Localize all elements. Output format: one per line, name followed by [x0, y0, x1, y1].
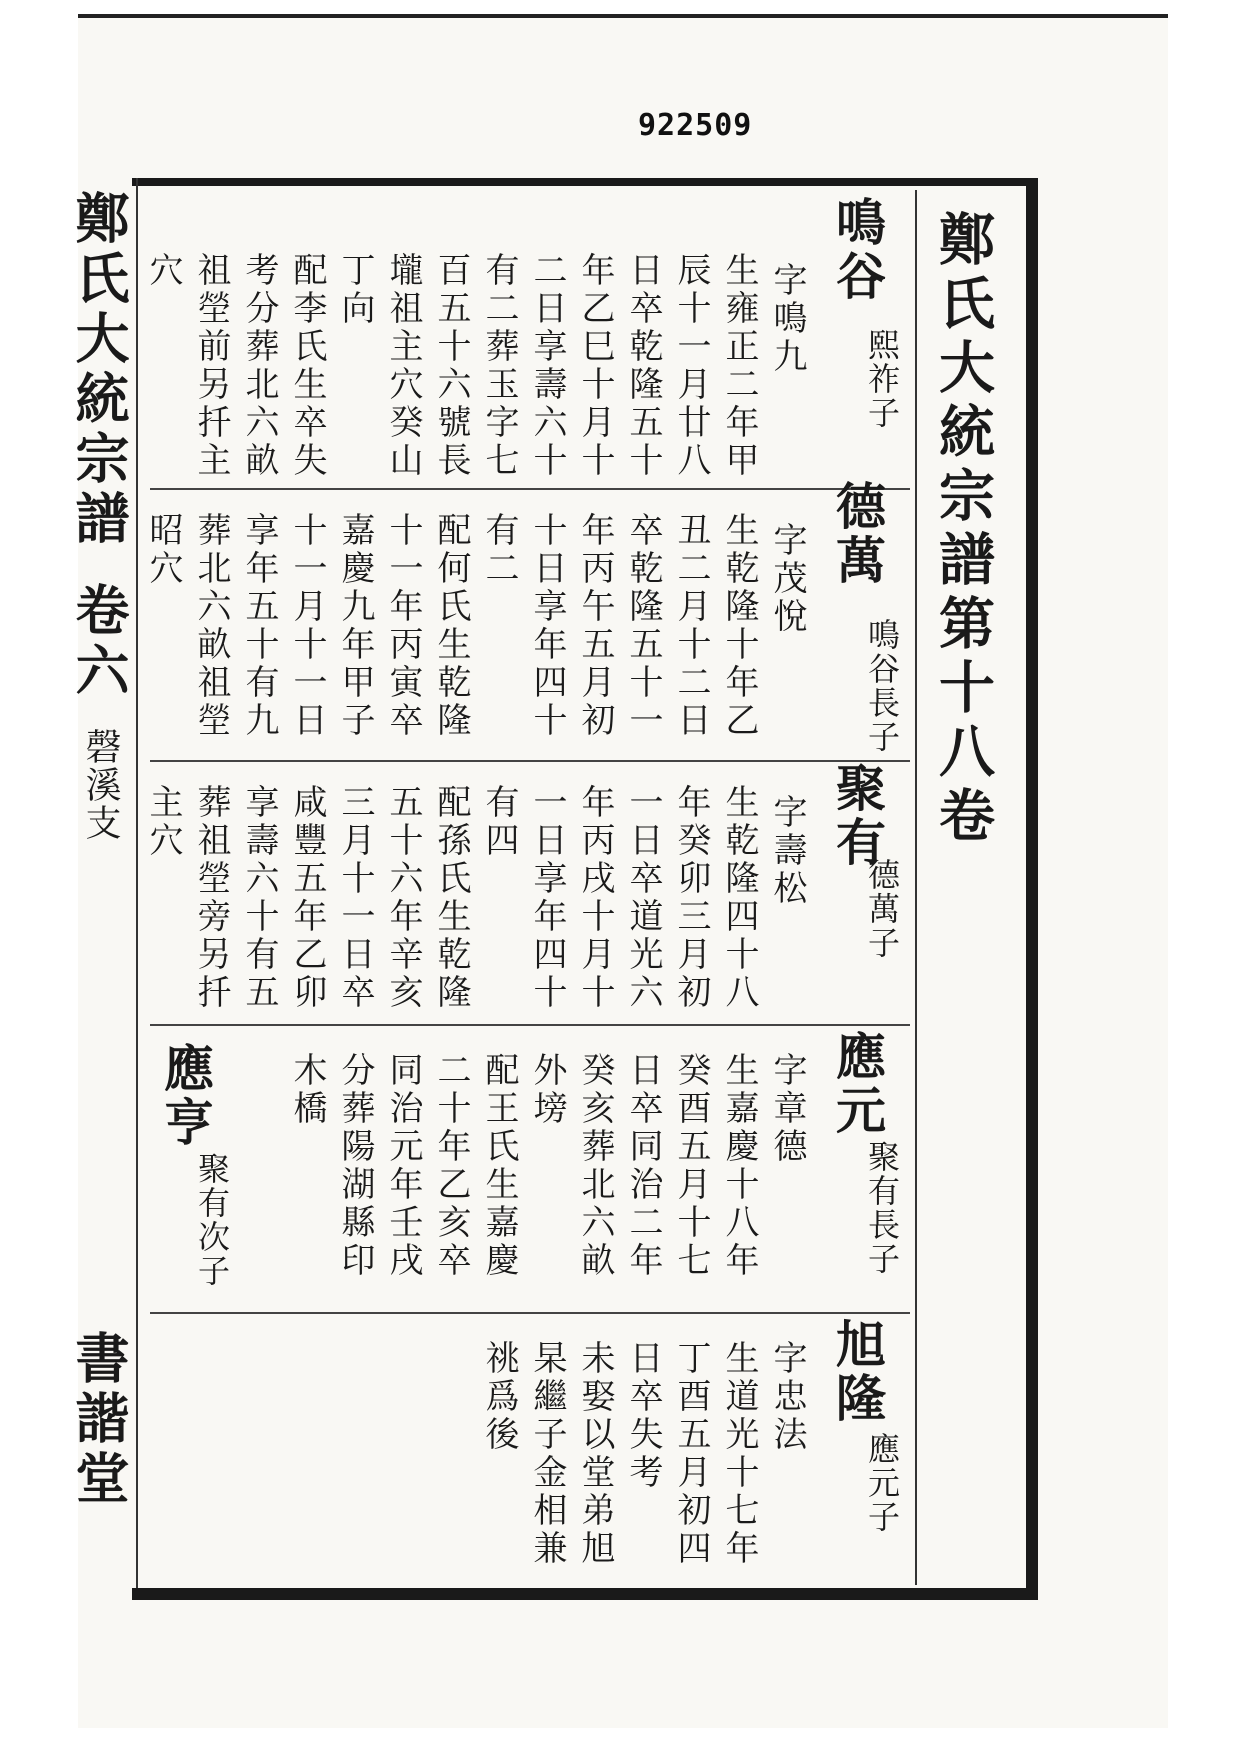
- entry-name: 鳴谷: [828, 196, 887, 304]
- entry-line: 字章德: [767, 1052, 807, 1166]
- entry-relation: 德萬子: [863, 858, 901, 960]
- entry-line: 配何氏生乾隆: [431, 512, 471, 740]
- entry-line: 葬北六畝祖塋: [191, 512, 231, 740]
- entry-line: 十日享年四十: [527, 512, 567, 740]
- entry-relation: 聚有長子: [863, 1140, 901, 1276]
- entry-line: 生乾隆十年乙: [719, 512, 759, 740]
- entry-line: 丁向: [335, 252, 375, 328]
- entry-line: 外塝: [527, 1052, 567, 1128]
- entry-line: 考分葬北六畝: [239, 252, 279, 480]
- entry-line: 祧爲後: [479, 1340, 519, 1454]
- entry-line: 一日享年四十: [527, 784, 567, 1012]
- entry-line: 二日享壽六十: [527, 252, 567, 480]
- entry-line: 葬祖塋旁另扦: [191, 784, 231, 1012]
- section-divider-4: [150, 1312, 910, 1314]
- entry-line: 生嘉慶十八年: [719, 1052, 759, 1280]
- entry-relation: 聚有次子: [193, 1152, 231, 1288]
- entry-line: 字壽松: [767, 794, 807, 908]
- entry-line: 字忠法: [767, 1340, 807, 1454]
- section-divider-3: [150, 1024, 910, 1026]
- entry-line: 有四: [479, 784, 519, 860]
- frame-right-border: [1026, 178, 1038, 1588]
- catalog-number-stamp: 922509: [638, 108, 753, 143]
- entry-line: 二十年乙亥卒: [431, 1052, 471, 1280]
- entry-line: 木橋: [287, 1052, 327, 1128]
- entry-name: 聚有: [828, 762, 887, 870]
- frame-top-border: [132, 178, 1032, 186]
- entry-line: 字茂悅: [767, 522, 807, 636]
- entry-line: 同治元年壬戌: [383, 1052, 423, 1280]
- entry-line: 丁酉五月初四: [671, 1340, 711, 1568]
- entry-line: 咸豐五年乙卯: [287, 784, 327, 1012]
- entry-line: 日卒同治二年: [623, 1052, 663, 1280]
- entry-line: 日卒乾隆五十: [623, 252, 663, 480]
- entry-line: 癸酉五月十七: [671, 1052, 711, 1280]
- spine-title: 鄭氏大統宗譜: [67, 190, 131, 550]
- entry-relation: 熙祚子: [863, 328, 901, 430]
- entry-line: 丑二月十二日: [671, 512, 711, 740]
- entry-line: 字鳴九: [767, 262, 807, 376]
- entry-line: 生雍正二年甲: [719, 252, 759, 480]
- entry-line: 卒乾隆五十一: [623, 512, 663, 740]
- entry-relation: 應元子: [863, 1432, 901, 1534]
- section-divider-2: [150, 760, 910, 762]
- entry-line: 十一年丙寅卒: [383, 512, 423, 740]
- entry-line: 配李氏生卒失: [287, 252, 327, 480]
- entry-line: 年乙巳十月十: [575, 252, 615, 480]
- entry-line: 有二: [479, 512, 519, 588]
- frame-bottom-border: [132, 1588, 1038, 1600]
- book-title: 鄭氏大統宗譜第十八卷: [930, 210, 996, 850]
- entry-line: 辰十一月廿八: [671, 252, 711, 480]
- entry-name: 德萬: [828, 480, 887, 588]
- entry-line: 昭穴: [143, 512, 183, 588]
- spine-hall: 書諧堂: [67, 1330, 131, 1510]
- entry-line: 日卒失考: [623, 1340, 663, 1492]
- entry-line: 配孫氏生乾隆: [431, 784, 471, 1012]
- entry-line: 三月十一日卒: [335, 784, 375, 1012]
- entry-line: 嘉慶九年甲子: [335, 512, 375, 740]
- entry-line: 年丙午五月初: [575, 512, 615, 740]
- entry-line: 享壽六十有五: [239, 784, 279, 1012]
- spine-branch: 磬溪支: [80, 728, 121, 842]
- entry-line: 杲繼子金相兼: [527, 1340, 567, 1568]
- entry-name: 應亨: [156, 1042, 215, 1150]
- entry-line: 穴: [143, 252, 183, 290]
- entry-name: 旭隆: [828, 1318, 887, 1426]
- entry-line: 癸亥葬北六畝: [575, 1052, 615, 1280]
- entry-line: 百五十六號長: [431, 252, 471, 480]
- entry-line: 祖塋前另扦主: [191, 252, 231, 480]
- entry-line: 有二葬玉字七: [479, 252, 519, 480]
- entry-line: 享年五十有九: [239, 512, 279, 740]
- entry-line: 配王氏生嘉慶: [479, 1052, 519, 1280]
- entry-relation: 鳴谷長子: [863, 618, 901, 754]
- entry-name: 應元: [828, 1030, 887, 1138]
- entry-line: 一日卒道光六: [623, 784, 663, 1012]
- entry-line: 壠祖主穴癸山: [383, 252, 423, 480]
- entry-line: 生道光十七年: [719, 1340, 759, 1568]
- entry-line: 生乾隆四十八: [719, 784, 759, 1012]
- entry-line: 十一月十一日: [287, 512, 327, 740]
- entry-line: 主穴: [143, 784, 183, 860]
- title-divider: [915, 190, 917, 1585]
- entry-line: 分葬陽湖縣印: [335, 1052, 375, 1280]
- spine-volume: 卷六: [67, 582, 131, 702]
- entry-line: 五十六年辛亥: [383, 784, 423, 1012]
- frame-left-border: [136, 178, 138, 1588]
- section-divider-1: [150, 488, 910, 490]
- entry-line: 年癸卯三月初: [671, 784, 711, 1012]
- entry-line: 年丙戌十月十: [575, 784, 615, 1012]
- entry-line: 未娶以堂弟旭: [575, 1340, 615, 1568]
